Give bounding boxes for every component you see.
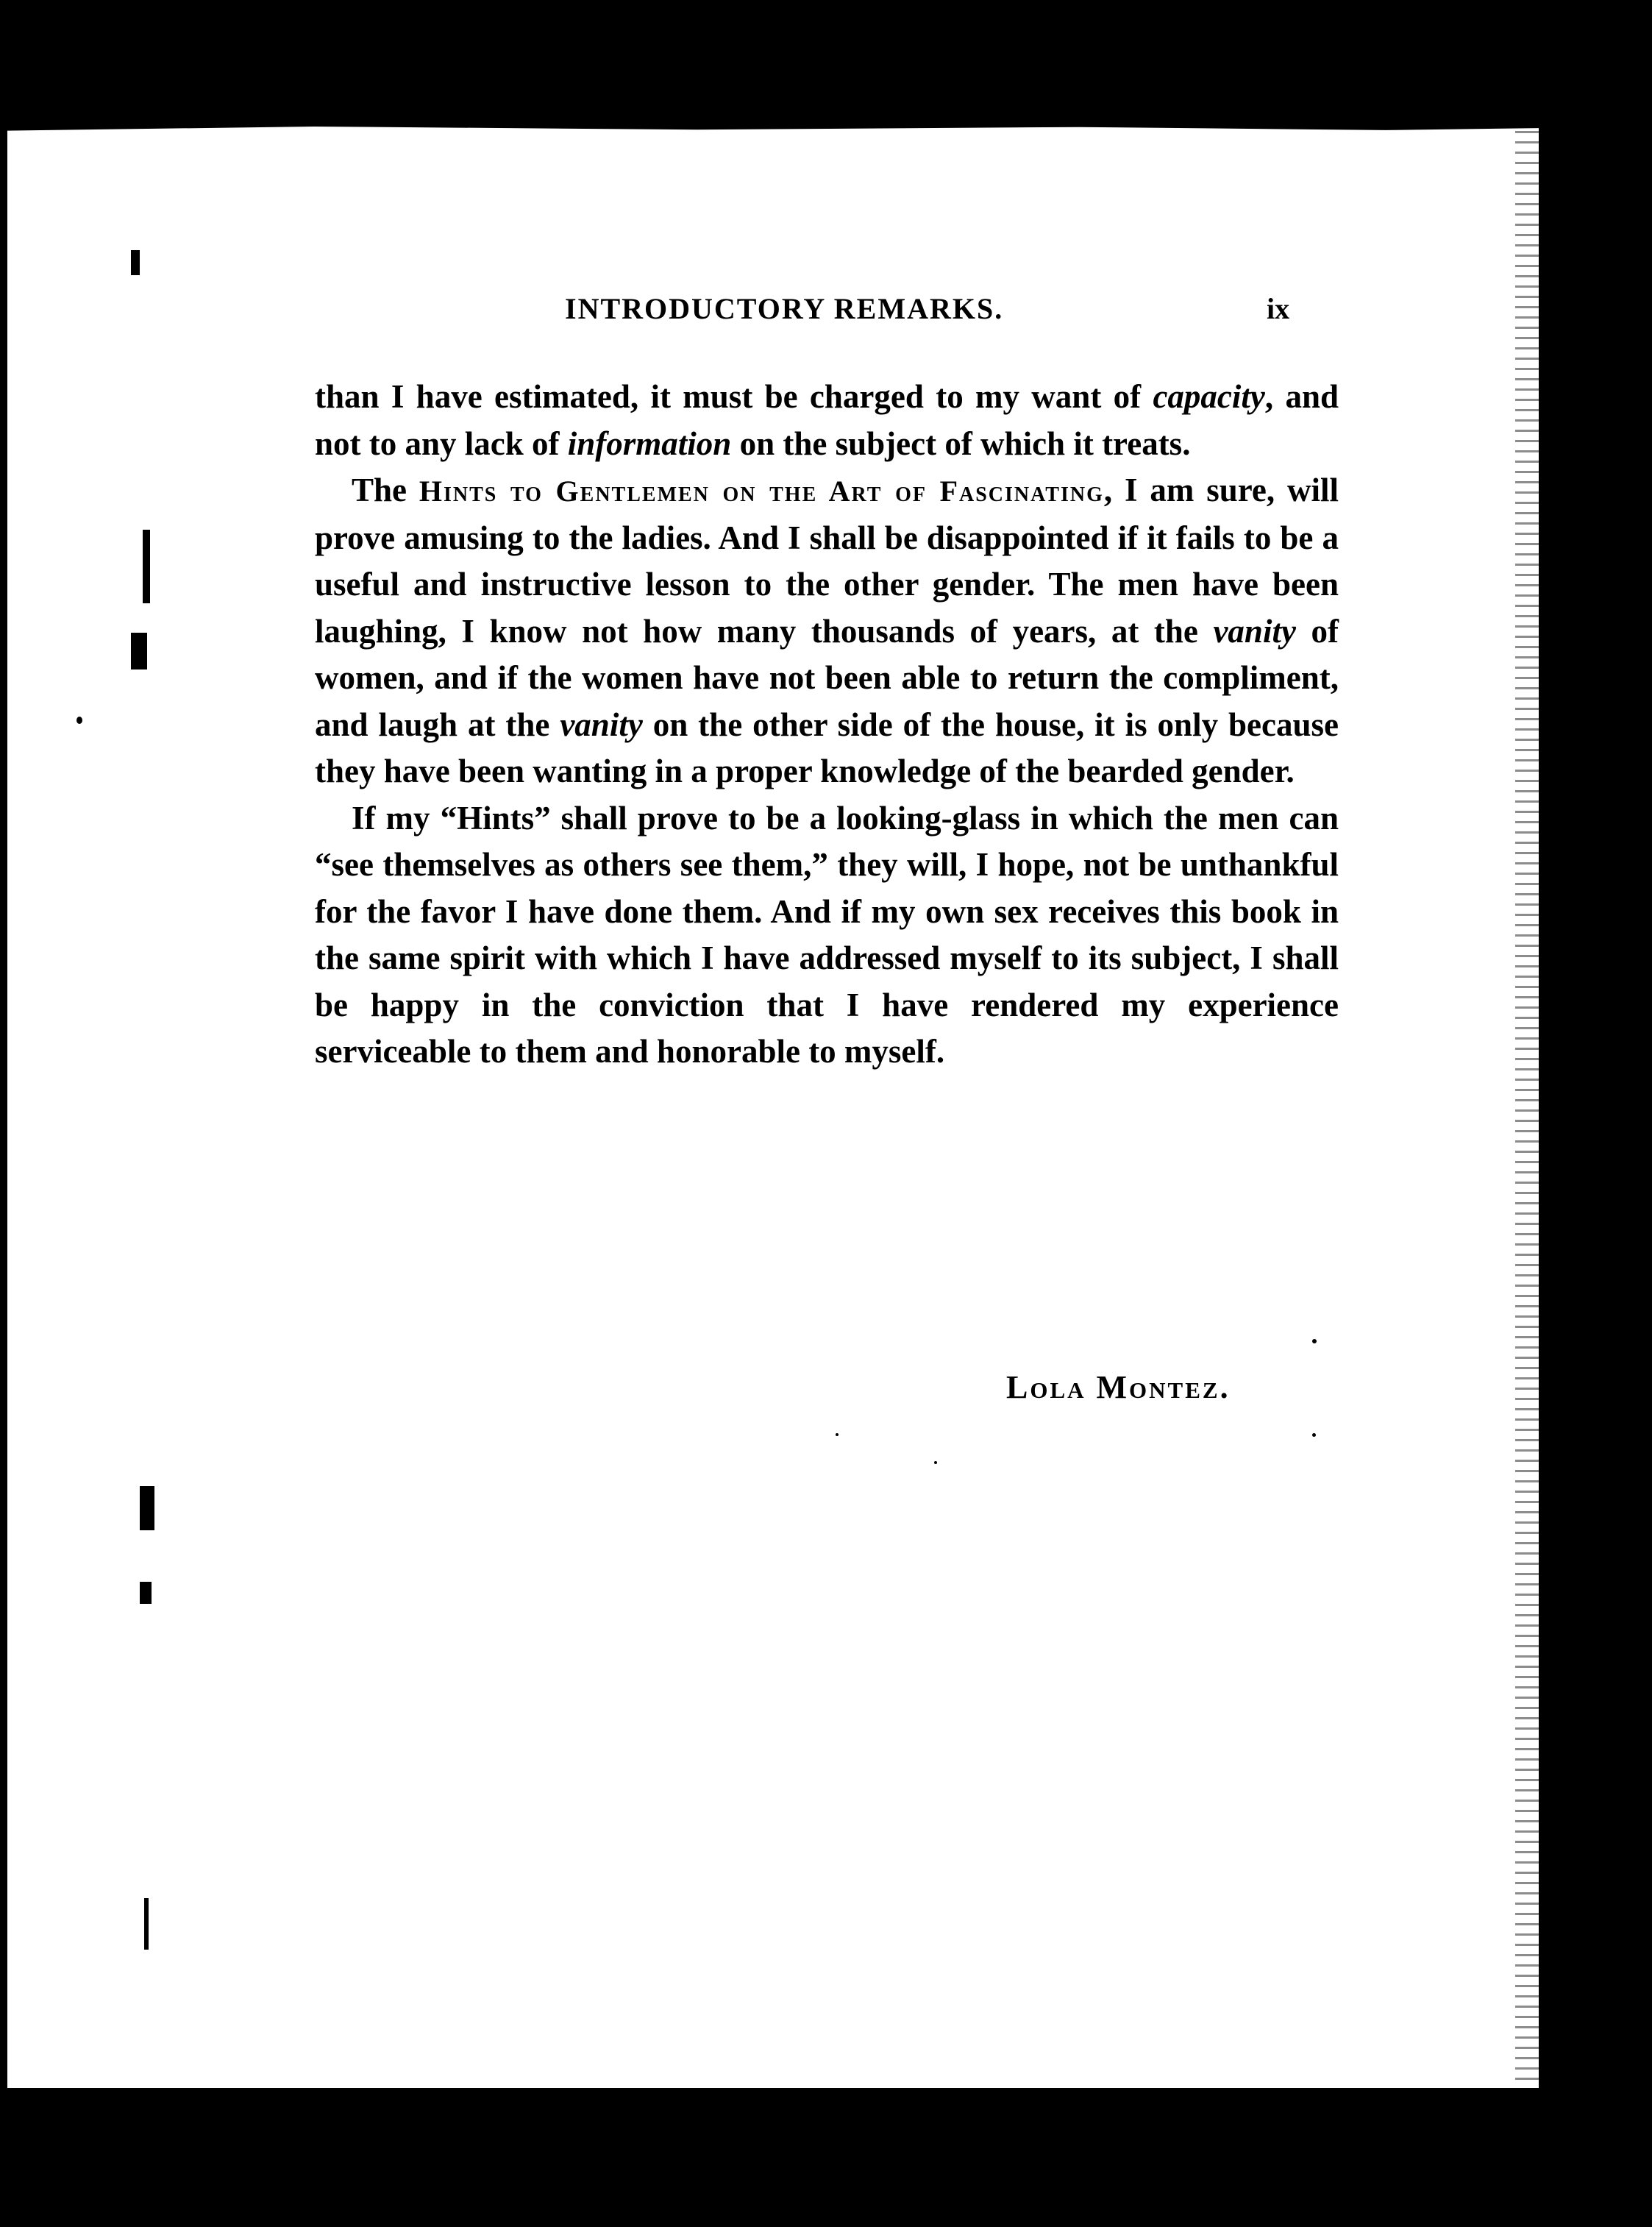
text-run: If my “Hints” shall prove to be a looking-glass in which the men can “see themselves as others see them,” they will, I hope, not be unthankful for the favor I have done them. And if my own sex receives this book in the same spirit with which I have addressed myself to its subject, I shall be happy in the conviction that I have rendered my experience serviceable to them and honorable to myself. xyxy=(315,799,1339,1070)
text-run: , and not to any lack of xyxy=(315,378,1339,462)
text-run: The xyxy=(352,472,419,508)
text-run: on the subject of which it treats. xyxy=(731,425,1191,462)
italic-run: vanity xyxy=(1213,612,1296,650)
running-head: INTRODUCTORY REMARKS. xyxy=(565,292,1004,325)
italic-run: information xyxy=(567,425,732,462)
speck xyxy=(1312,1339,1317,1343)
paragraph-3 xyxy=(315,795,1339,1076)
speck xyxy=(1312,1433,1316,1437)
margin-mark xyxy=(140,1486,154,1530)
small-caps-title: Hints to Gentlemen on the Art of Fascinating xyxy=(419,475,1104,508)
italic-run: vanity xyxy=(560,706,643,743)
book-page xyxy=(7,131,1539,2088)
text-run: , I am sure, will prove amusing to the ladies. And I shall be disappointed if it fails to be a useful and instructive lesson to the other gender. The men have been laughing, I know not how many thousands of years, at the xyxy=(315,472,1339,650)
author-signature: Lola Montez. xyxy=(1006,1369,1231,1405)
text-run: of women, and if the women have not been able to return the compliment, and laugh at the xyxy=(315,612,1339,743)
speck xyxy=(934,1461,937,1464)
text-run: than I have estimated, it must be charged to my want of xyxy=(315,378,1153,415)
margin-mark xyxy=(144,1898,149,1950)
margin-mark xyxy=(131,633,147,669)
page-header xyxy=(7,291,1539,328)
body-text xyxy=(315,374,1339,1076)
paper-right-edge xyxy=(1515,131,1545,2088)
text-run: on the other side of the house, it is only because they have been wanting in a proper knowledge of the bearded gender. xyxy=(315,706,1339,789)
speck xyxy=(76,717,82,724)
paragraph-1 xyxy=(315,374,1339,467)
margin-mark xyxy=(143,530,150,603)
paragraph-2 xyxy=(315,467,1339,795)
margin-mark xyxy=(140,1582,152,1604)
speck xyxy=(836,1433,839,1436)
page-number: ix xyxy=(1267,292,1290,325)
margin-mark xyxy=(131,250,140,275)
italic-run: capacity xyxy=(1153,378,1265,415)
